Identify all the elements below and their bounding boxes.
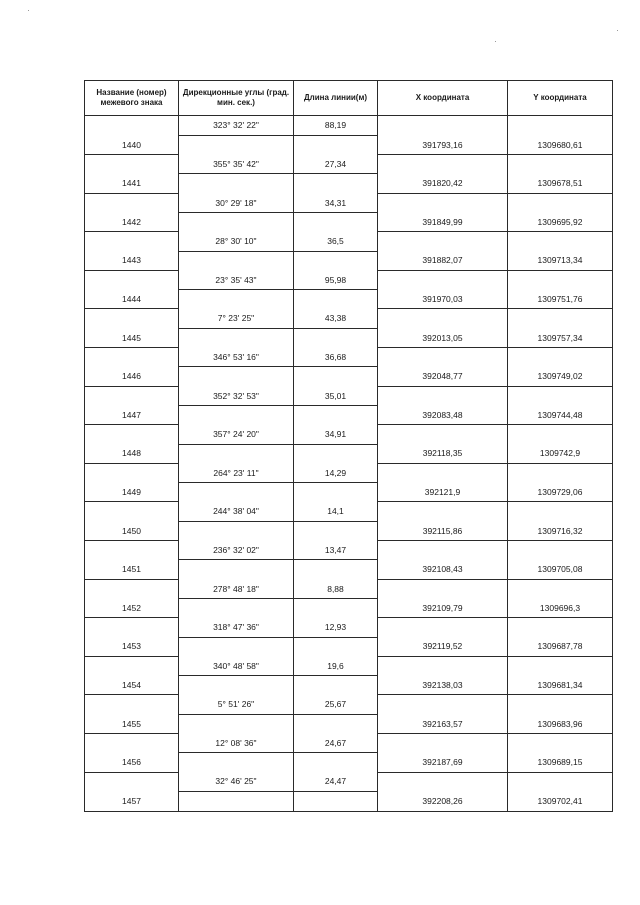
segment-row — [85, 116, 613, 136]
y-cell — [508, 656, 613, 675]
y-cell — [508, 348, 613, 367]
y-coordinate: 1309681,34 — [508, 676, 613, 695]
point-row — [85, 753, 613, 772]
point-name: 1455 — [85, 714, 179, 733]
x-cell — [378, 270, 508, 289]
direction-angle: 352° 32' 53" — [179, 386, 294, 405]
y-cell — [508, 425, 613, 444]
y-coordinate: 1309695,92 — [508, 212, 613, 231]
length-cell — [294, 444, 378, 463]
x-coordinate: 392118,35 — [378, 444, 508, 463]
header-name: Название (номер) межевого знака — [85, 81, 179, 116]
point-name: 1447 — [85, 405, 179, 424]
header-y: Y координата — [508, 81, 613, 116]
length-cell: 88,19 — [294, 116, 378, 136]
y-coordinate: 1309751,76 — [508, 290, 613, 309]
x-coordinate: 391793,16 — [378, 135, 508, 154]
segment-row — [85, 463, 613, 482]
segment-row — [85, 309, 613, 328]
point-name: 1453 — [85, 637, 179, 656]
y-coordinate: 1309742,9 — [508, 444, 613, 463]
angle-cell — [179, 135, 294, 154]
name-cell — [85, 502, 179, 521]
line-length: 24,47 — [294, 772, 378, 791]
line-length: 8,88 — [294, 579, 378, 598]
boundary-coordinates-table — [84, 80, 613, 812]
point-name: 1445 — [85, 328, 179, 347]
x-coordinate: 392115,86 — [378, 521, 508, 540]
x-coordinate: 392187,69 — [378, 753, 508, 772]
point-row — [85, 714, 613, 733]
point-row — [85, 483, 613, 502]
point-name: 1443 — [85, 251, 179, 270]
x-coordinate: 392013,05 — [378, 328, 508, 347]
point-row — [85, 251, 613, 270]
table-body — [85, 116, 613, 812]
x-coordinate: 391882,07 — [378, 251, 508, 270]
direction-angle: 12° 08' 36" — [179, 734, 294, 753]
point-name: 1451 — [85, 560, 179, 579]
point-row — [85, 290, 613, 309]
y-cell — [508, 309, 613, 328]
point-name: 1444 — [85, 290, 179, 309]
direction-angle: 30° 29' 18" — [179, 193, 294, 212]
x-coordinate: 392163,57 — [378, 714, 508, 733]
length-cell — [294, 328, 378, 347]
segment-row — [85, 270, 613, 289]
length-cell — [294, 598, 378, 617]
y-cell — [508, 502, 613, 521]
y-cell — [508, 541, 613, 560]
name-cell — [85, 193, 179, 212]
segment-row — [85, 656, 613, 675]
x-coordinate: 392048,77 — [378, 367, 508, 386]
line-length: 43,38 — [294, 309, 378, 328]
x-coordinate: 392108,43 — [378, 560, 508, 579]
line-length: 12,93 — [294, 618, 378, 637]
length-cell — [294, 676, 378, 695]
angle-cell — [179, 212, 294, 231]
direction-angle: 236° 32' 02" — [179, 541, 294, 560]
angle-cell — [179, 444, 294, 463]
point-name: 1454 — [85, 676, 179, 695]
line-length: 14,29 — [294, 463, 378, 482]
point-row — [85, 598, 613, 617]
y-cell — [508, 193, 613, 212]
angle-cell — [179, 714, 294, 733]
point-row — [85, 174, 613, 193]
direction-angle: 264° 23' 11" — [179, 463, 294, 482]
point-name: 1442 — [85, 212, 179, 231]
x-cell — [378, 309, 508, 328]
y-cell — [508, 463, 613, 482]
segment-row — [85, 618, 613, 637]
angle-cell — [179, 753, 294, 772]
name-cell — [85, 348, 179, 367]
name-cell — [85, 656, 179, 675]
segment-row — [85, 386, 613, 405]
segment-row — [85, 541, 613, 560]
length-cell — [294, 290, 378, 309]
point-row — [85, 521, 613, 540]
x-cell — [378, 463, 508, 482]
segment-row — [85, 232, 613, 251]
length-cell — [294, 753, 378, 772]
direction-angle: 23° 35' 43" — [179, 270, 294, 289]
y-cell — [508, 270, 613, 289]
angle-cell — [179, 560, 294, 579]
scan-speck — [617, 30, 618, 31]
name-cell — [85, 116, 179, 136]
y-coordinate: 1309705,08 — [508, 560, 613, 579]
y-cell — [508, 386, 613, 405]
direction-angle: 346° 53' 16" — [179, 348, 294, 367]
point-row — [85, 405, 613, 424]
angle-cell — [179, 367, 294, 386]
segment-row — [85, 734, 613, 753]
x-cell — [378, 386, 508, 405]
segment-row — [85, 425, 613, 444]
x-coordinate: 392119,52 — [378, 637, 508, 656]
x-coordinate: 391970,03 — [378, 290, 508, 309]
x-cell — [378, 656, 508, 675]
name-cell — [85, 579, 179, 598]
point-name: 1456 — [85, 753, 179, 772]
y-cell — [508, 734, 613, 753]
scan-speck — [28, 10, 29, 11]
x-cell — [378, 618, 508, 637]
angle-cell — [179, 483, 294, 502]
length-cell — [294, 405, 378, 424]
scan-speck — [495, 41, 496, 42]
y-cell — [508, 579, 613, 598]
point-name: 1440 — [85, 135, 179, 154]
x-cell — [378, 193, 508, 212]
direction-angle: 340° 48' 58" — [179, 656, 294, 675]
y-cell — [508, 232, 613, 251]
point-row — [85, 135, 613, 154]
length-cell — [294, 174, 378, 193]
x-coordinate: 392121,9 — [378, 483, 508, 502]
direction-angle: 5° 51' 26" — [179, 695, 294, 714]
direction-angle: 318° 47' 36" — [179, 618, 294, 637]
name-cell — [85, 618, 179, 637]
segment-row — [85, 155, 613, 174]
segment-row — [85, 695, 613, 714]
y-coordinate: 1309744,48 — [508, 405, 613, 424]
segment-row — [85, 348, 613, 367]
point-name: 1446 — [85, 367, 179, 386]
point-name: 1457 — [85, 791, 179, 811]
direction-angle: 7° 23' 25" — [179, 309, 294, 328]
y-cell — [508, 772, 613, 791]
name-cell — [85, 541, 179, 560]
angle-cell — [179, 251, 294, 270]
point-row — [85, 791, 613, 811]
angle-cell — [179, 328, 294, 347]
name-cell — [85, 155, 179, 174]
length-cell — [294, 135, 378, 154]
y-coordinate: 1309683,96 — [508, 714, 613, 733]
name-cell — [85, 270, 179, 289]
direction-angle: 278° 48' 18" — [179, 579, 294, 598]
segment-row — [85, 772, 613, 791]
x-coordinate: 391820,42 — [378, 174, 508, 193]
length-cell — [294, 367, 378, 386]
segment-row — [85, 502, 613, 521]
x-cell — [378, 734, 508, 753]
line-length: 24,67 — [294, 734, 378, 753]
header-angle: Дирекционные углы (град. мин. сек.) — [179, 81, 294, 116]
y-coordinate: 1309716,32 — [508, 521, 613, 540]
x-cell — [378, 541, 508, 560]
angle-cell — [179, 637, 294, 656]
line-length: 35,01 — [294, 386, 378, 405]
line-length: 19,6 — [294, 656, 378, 675]
line-length: 36,5 — [294, 232, 378, 251]
point-row — [85, 560, 613, 579]
x-coordinate: 392109,79 — [378, 598, 508, 617]
x-cell — [378, 425, 508, 444]
y-coordinate: 1309729,06 — [508, 483, 613, 502]
point-row — [85, 676, 613, 695]
direction-angle: 357° 24' 20" — [179, 425, 294, 444]
point-name: 1450 — [85, 521, 179, 540]
point-row — [85, 212, 613, 231]
line-length: 34,91 — [294, 425, 378, 444]
point-name: 1452 — [85, 598, 179, 617]
line-length: 34,31 — [294, 193, 378, 212]
name-cell — [85, 695, 179, 714]
angle-cell: 323° 32' 22" — [179, 116, 294, 136]
length-cell — [294, 560, 378, 579]
angle-cell — [179, 290, 294, 309]
name-cell — [85, 386, 179, 405]
y-coordinate: 1309680,61 — [508, 135, 613, 154]
header-length: Длина линии(м) — [294, 81, 378, 116]
angle-cell — [179, 791, 294, 811]
x-coordinate: 392138,03 — [378, 676, 508, 695]
line-length: 36,68 — [294, 348, 378, 367]
y-coordinate: 1309696,3 — [508, 598, 613, 617]
angle-cell — [179, 405, 294, 424]
y-cell — [508, 155, 613, 174]
x-cell — [378, 348, 508, 367]
point-row — [85, 637, 613, 656]
direction-angle: 355° 35' 42" — [179, 155, 294, 174]
line-length: 25,67 — [294, 695, 378, 714]
y-coordinate: 1309757,34 — [508, 328, 613, 347]
segment-row — [85, 579, 613, 598]
line-length: 14,1 — [294, 502, 378, 521]
x-cell — [378, 695, 508, 714]
direction-angle: 244° 38' 04" — [179, 502, 294, 521]
y-coordinate: 1309713,34 — [508, 251, 613, 270]
y-coordinate: 1309689,15 — [508, 753, 613, 772]
name-cell — [85, 463, 179, 482]
x-cell — [378, 772, 508, 791]
y-cell — [508, 116, 613, 136]
y-coordinate: 1309749,02 — [508, 367, 613, 386]
point-row — [85, 367, 613, 386]
x-coordinate: 391849,99 — [378, 212, 508, 231]
x-cell — [378, 232, 508, 251]
y-cell — [508, 618, 613, 637]
name-cell — [85, 232, 179, 251]
y-coordinate: 1309678,51 — [508, 174, 613, 193]
length-cell — [294, 483, 378, 502]
name-cell — [85, 425, 179, 444]
x-cell — [378, 155, 508, 174]
length-cell — [294, 521, 378, 540]
angle-cell — [179, 174, 294, 193]
line-length: 27,34 — [294, 155, 378, 174]
x-cell — [378, 579, 508, 598]
y-coordinate: 1309687,78 — [508, 637, 613, 656]
point-row — [85, 328, 613, 347]
name-cell — [85, 772, 179, 791]
x-coordinate: 392208,26 — [378, 791, 508, 811]
segment-row — [85, 193, 613, 212]
name-cell — [85, 734, 179, 753]
line-length: 13,47 — [294, 541, 378, 560]
length-cell — [294, 714, 378, 733]
angle-cell — [179, 676, 294, 695]
x-coordinate: 392083,48 — [378, 405, 508, 424]
point-name: 1441 — [85, 174, 179, 193]
y-coordinate: 1309702,41 — [508, 791, 613, 811]
line-length: 95,98 — [294, 270, 378, 289]
point-row — [85, 444, 613, 463]
angle-cell — [179, 598, 294, 617]
direction-angle: 28° 30' 10" — [179, 232, 294, 251]
x-cell — [378, 116, 508, 136]
length-cell — [294, 791, 378, 811]
header-x: X координата — [378, 81, 508, 116]
length-cell — [294, 637, 378, 656]
length-cell — [294, 251, 378, 270]
point-name: 1449 — [85, 483, 179, 502]
point-name: 1448 — [85, 444, 179, 463]
direction-angle: 32° 46' 25" — [179, 772, 294, 791]
table-header-row — [85, 81, 613, 116]
length-cell — [294, 212, 378, 231]
x-cell — [378, 502, 508, 521]
y-cell — [508, 695, 613, 714]
angle-cell — [179, 521, 294, 540]
name-cell — [85, 309, 179, 328]
